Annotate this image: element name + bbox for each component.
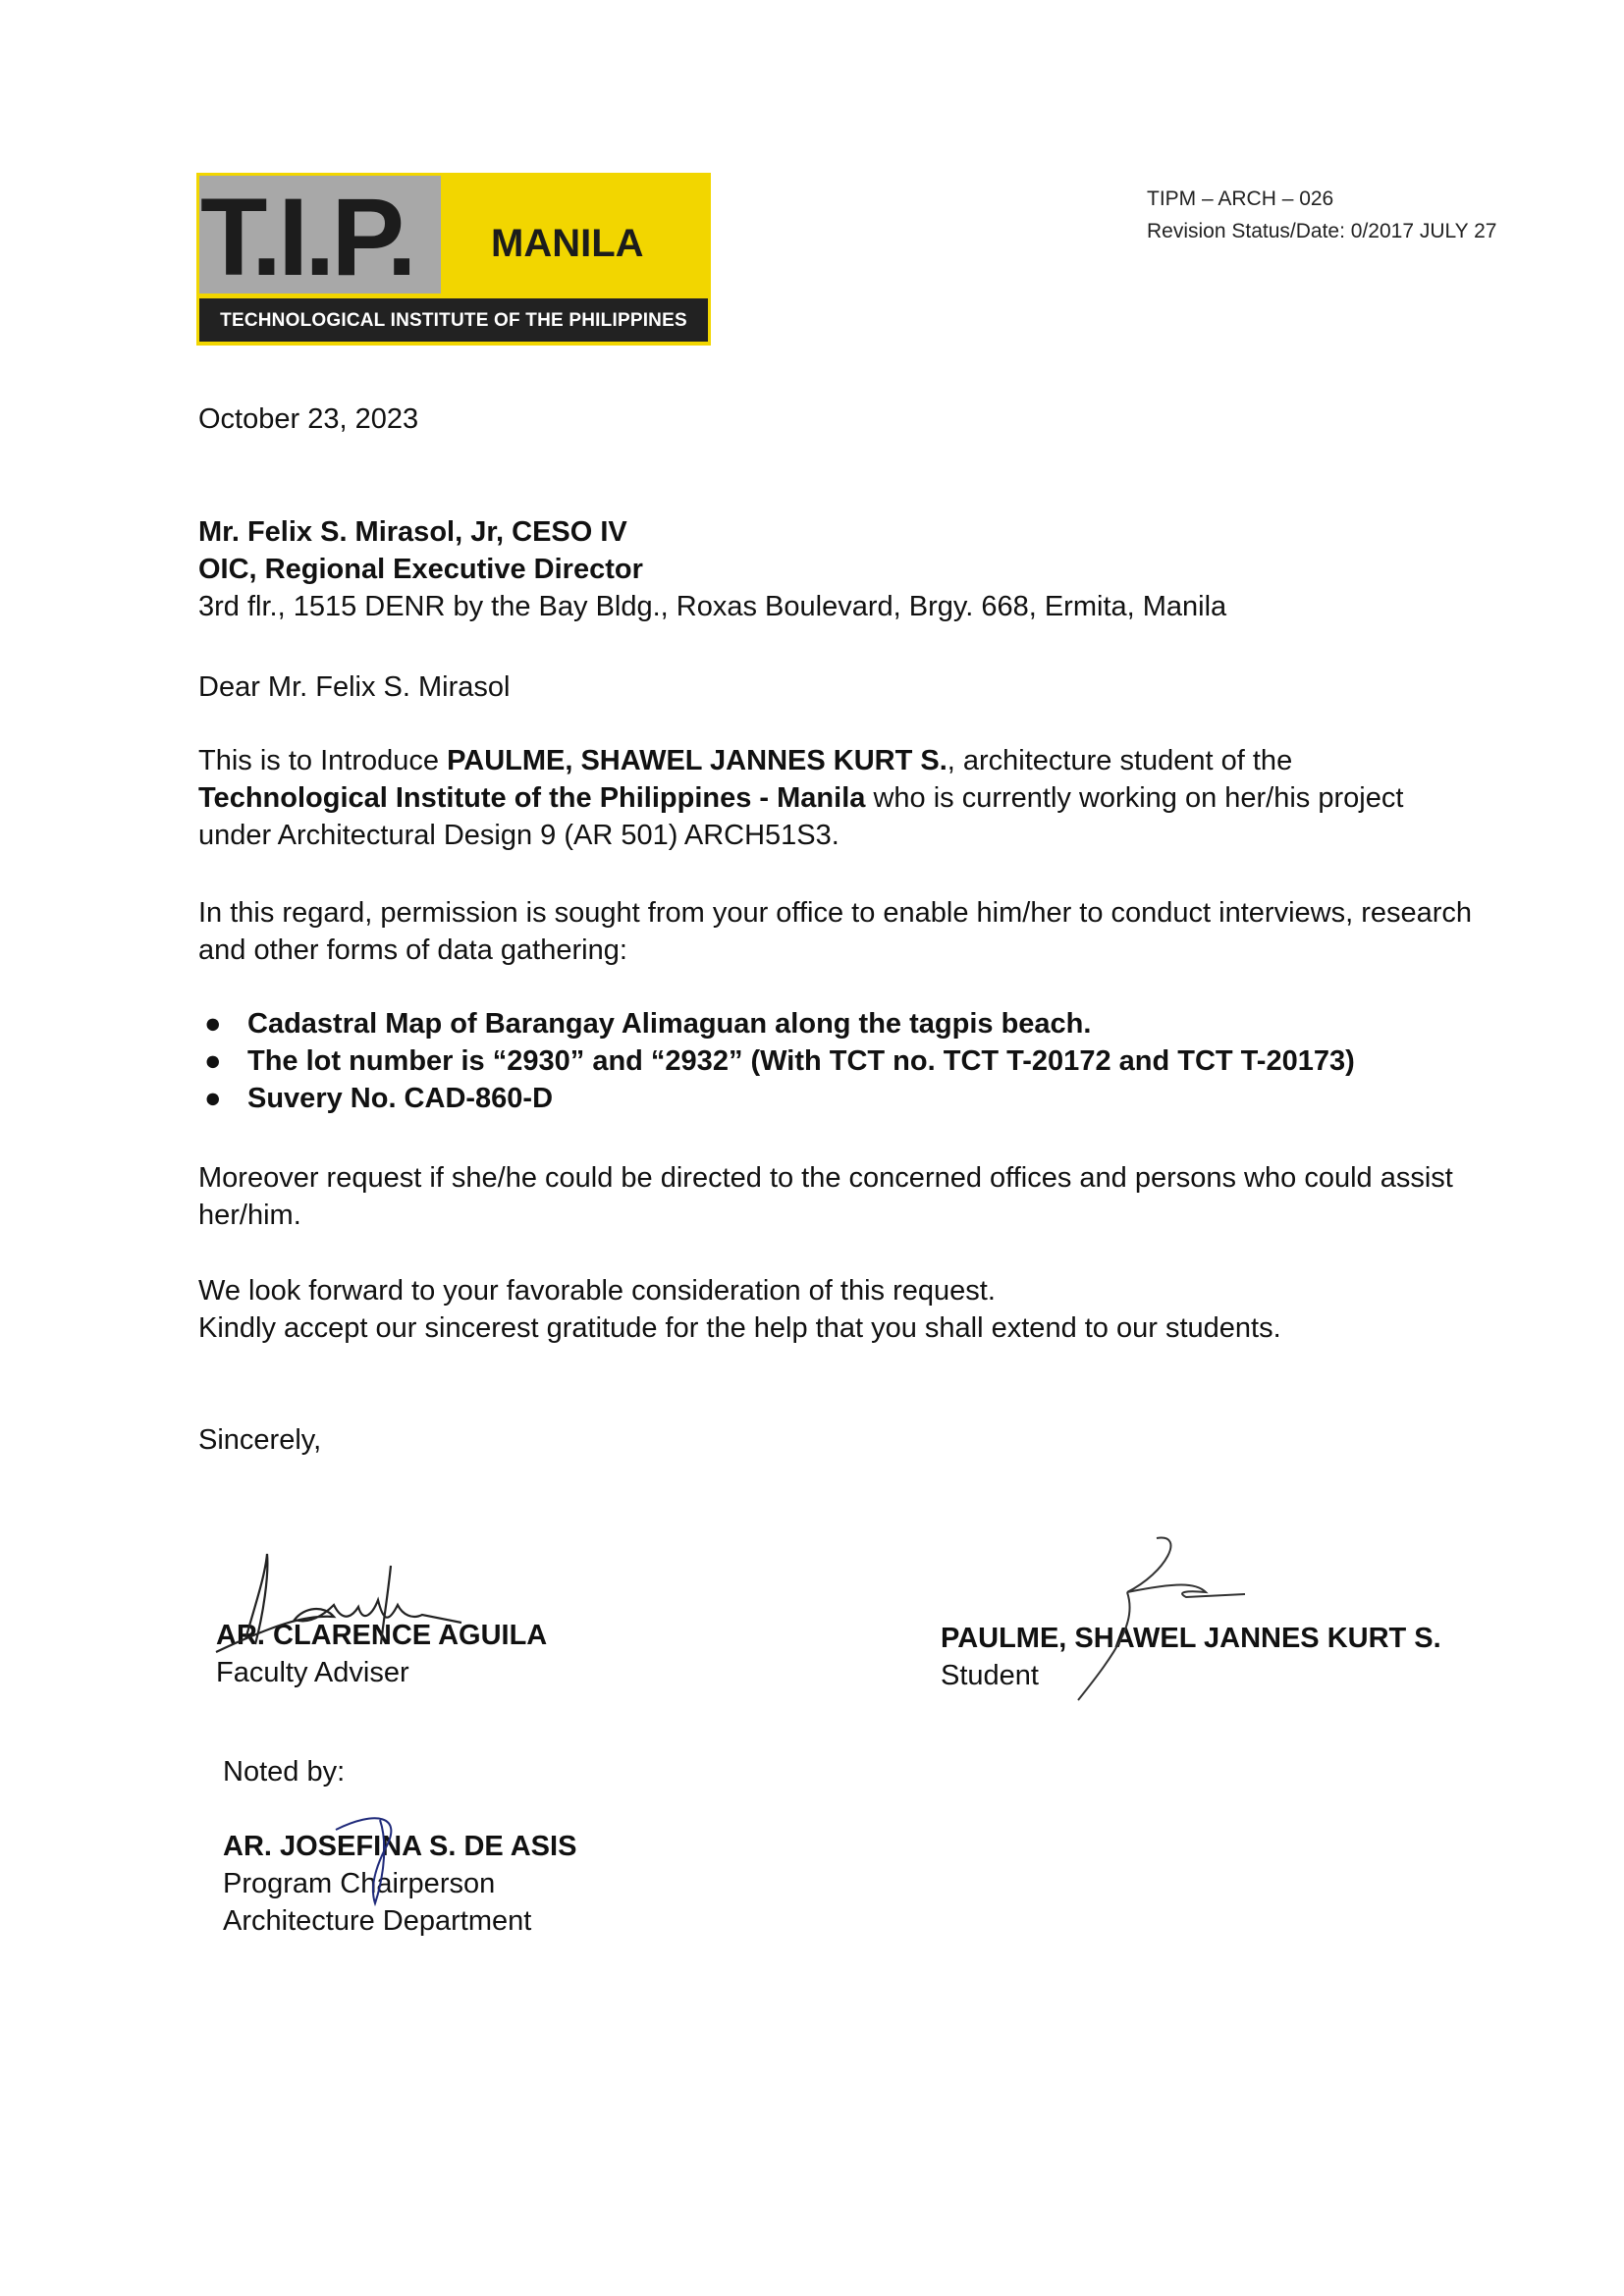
recipient-block bbox=[198, 513, 1226, 625]
recipient-name: Mr. Felix S. Mirasol, Jr, CESO IV bbox=[198, 516, 627, 548]
closing-line-2: Kindly accept our sincerest gratitude for the help that you shall extend to our students. bbox=[198, 1312, 1281, 1344]
chair-signature-block bbox=[223, 1828, 576, 1940]
chair-role: Program Chairperson bbox=[223, 1868, 496, 1899]
request-list bbox=[198, 1005, 1514, 1117]
intro-text-3: who is currently working on her/his project under Architectural Design 9 (AR 501) ARCH51S3. bbox=[198, 782, 1404, 851]
intro-text-1: This is to Introduce bbox=[198, 745, 448, 776]
sign-off: Sincerely, bbox=[198, 1424, 322, 1456]
adviser-signature-icon bbox=[187, 1546, 511, 1664]
closing-line-1: We look forward to your favorable consideration of this request. bbox=[198, 1275, 996, 1307]
salutation: Dear Mr. Felix S. Mirasol bbox=[198, 671, 511, 703]
bullet-icon: ● bbox=[204, 1008, 222, 1040]
logo-letters: T.I.P. bbox=[200, 176, 413, 298]
list-item bbox=[198, 1042, 1514, 1080]
document-reference bbox=[1147, 183, 1496, 247]
doc-code: TIPM – ARCH – 026 bbox=[1147, 187, 1334, 210]
adviser-signature-block bbox=[216, 1617, 547, 1691]
list-item-text: Cadastral Map of Barangay Alimaguan along the tagpis beach. bbox=[247, 1008, 1092, 1040]
list-item-text: The lot number is “2930” and “2932” (With TCT no. TCT T-20172 and TCT T-20173) bbox=[247, 1045, 1355, 1077]
recipient-title: OIC, Regional Executive Director bbox=[198, 554, 643, 585]
student-signature-icon bbox=[1058, 1533, 1294, 1710]
intro-text-2: , architecture student of the bbox=[947, 745, 1293, 776]
closing-paragraph bbox=[198, 1272, 1514, 1347]
adviser-role: Faculty Adviser bbox=[216, 1657, 409, 1688]
student-signature-block bbox=[941, 1620, 1441, 1694]
tip-manila-logo bbox=[196, 173, 711, 346]
list-item bbox=[198, 1080, 1514, 1117]
list-item bbox=[198, 1005, 1514, 1042]
student-role: Student bbox=[941, 1660, 1039, 1691]
letter-date: October 23, 2023 bbox=[198, 403, 419, 435]
list-item-text: Suvery No. CAD-860-D bbox=[247, 1083, 554, 1114]
intro-paragraph bbox=[198, 742, 1475, 854]
request-paragraph: In this regard, permission is sought from your office to enable him/her to conduct interviews, research and other forms of data gathering: bbox=[198, 897, 1473, 966]
chair-name: AR. JOSEFINA S. DE ASIS bbox=[223, 1831, 577, 1862]
student-name-inline: PAULME, SHAWEL JANNES KURT S. bbox=[447, 745, 947, 776]
school-name-inline: Technological Institute of the Philippines - Manila bbox=[198, 782, 866, 814]
student-name: PAULME, SHAWEL JANNES KURT S. bbox=[941, 1623, 1441, 1654]
adviser-name: AR. CLARENCE AGUILA bbox=[216, 1620, 548, 1651]
revision-status: Revision Status/Date: 0/2017 JULY 27 bbox=[1147, 220, 1497, 242]
chair-signature-icon bbox=[316, 1810, 454, 1918]
noted-by-label: Noted by: bbox=[223, 1756, 346, 1788]
logo-institute-band bbox=[199, 298, 708, 342]
bullet-icon: ● bbox=[204, 1083, 222, 1114]
recipient-address: 3rd flr., 1515 DENR by the Bay Bldg., Roxas Boulevard, Brgy. 668, Ermita, Manila bbox=[198, 591, 1227, 622]
logo-institute-name: TECHNOLOGICAL INSTITUTE OF THE PHILIPPINES bbox=[220, 309, 687, 331]
moreover-paragraph: Moreover request if she/he could be directed to the concerned offices and persons who could assist her/him. bbox=[198, 1162, 1453, 1231]
chair-department: Architecture Department bbox=[223, 1905, 532, 1937]
logo-city: MANILA bbox=[491, 222, 644, 265]
bullet-icon: ● bbox=[204, 1045, 222, 1077]
